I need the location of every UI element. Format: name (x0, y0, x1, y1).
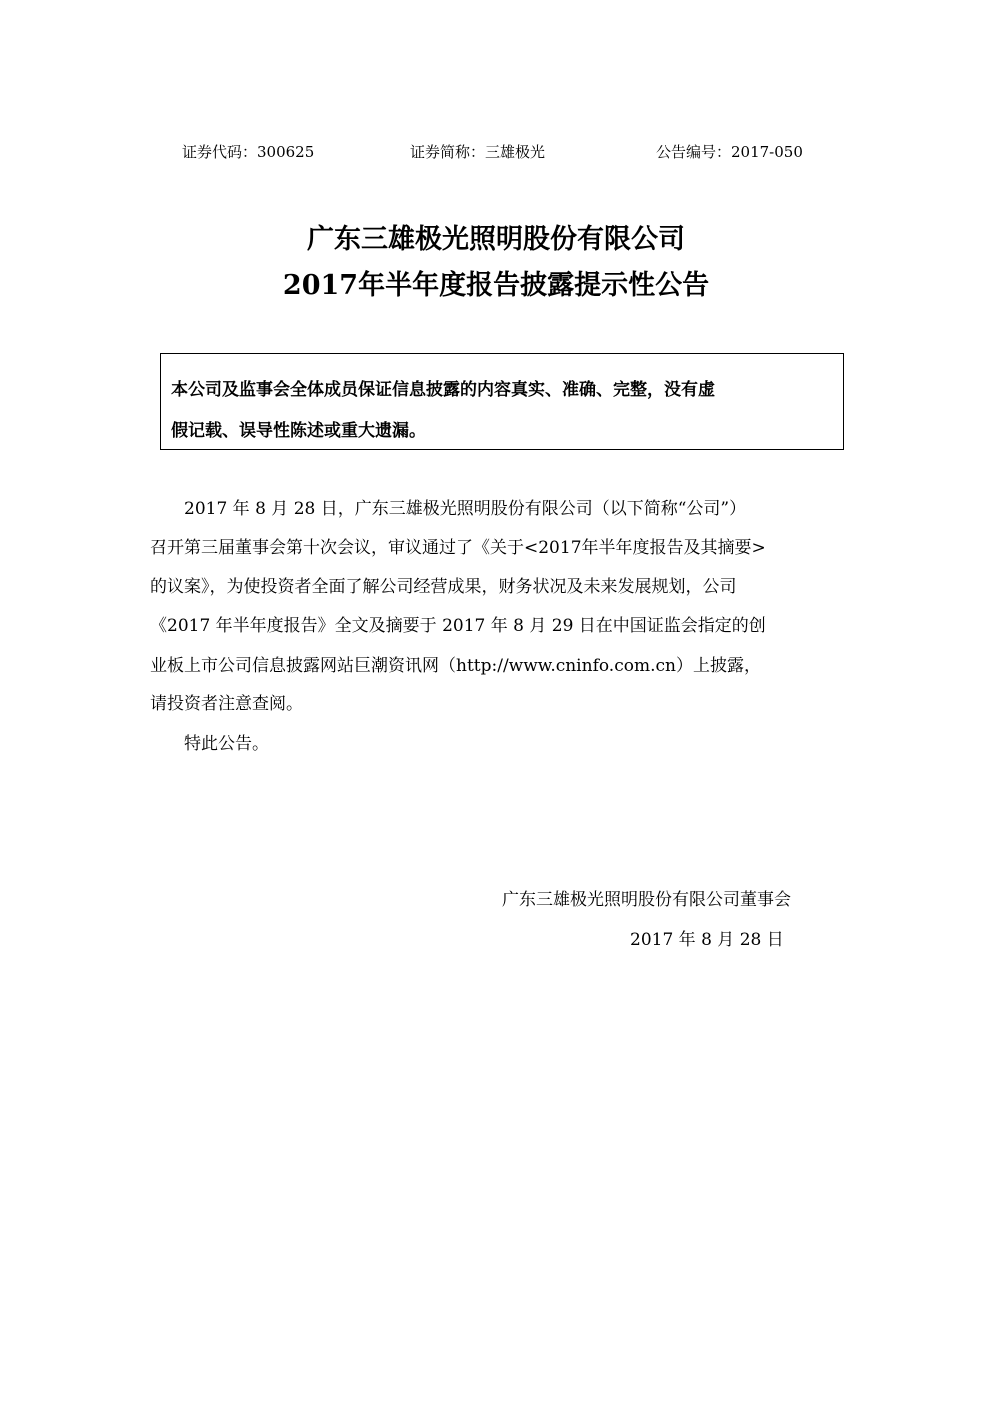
stock-code: 证券代码：300625 (182, 143, 315, 161)
document-title-company: 广东三雄极光照明股份有限公司 (307, 224, 685, 255)
announcement-number: 公告编号：2017-050 (656, 143, 803, 161)
document-title-subject: 2017年半年度报告披露提示性公告 (282, 270, 710, 301)
body-paragraph-line: 2017 年 8 月 28 日，广东三雄极光照明股份有限公司（以下简称“公司”） (150, 499, 747, 519)
body-paragraph-line: 业板上市公司信息披露网站巨潮资讯网（http://www.cninfo.com.cn）上披露， (150, 656, 761, 676)
stock-name: 证券简称：三雄极光 (410, 143, 546, 161)
disclaimer-line-2: 假记载、误导性陈述或重大遗漏。 (171, 421, 426, 441)
disclaimer-line-1: 本公司及监事会全体成员保证信息披露的内容真实、准确、完整，没有虚 (171, 380, 715, 400)
body-paragraph-line: 请投资者注意查阅。 (150, 694, 303, 714)
body-paragraph-line: 的议案》，为使投资者全面了解公司经营成果，财务状况及未来发展规划，公司 (150, 577, 737, 597)
closing-remark: 特此公告。 (150, 734, 269, 754)
body-paragraph-line: 《2017 年半年度报告》全文及摘要于 2017 年 8 月 29 日在中国证监会指定的创 (150, 616, 766, 636)
signature-date: 2017 年 8 月 28 日 (630, 930, 784, 950)
announcement-header (0, 141, 992, 163)
disclaimer-box (160, 353, 844, 450)
signature-company: 广东三雄极光照明股份有限公司董事会 (502, 890, 791, 910)
body-paragraph-line: 召开第三届董事会第十次会议，审议通过了《关于<2017年半年度报告及其摘要> (150, 538, 766, 558)
